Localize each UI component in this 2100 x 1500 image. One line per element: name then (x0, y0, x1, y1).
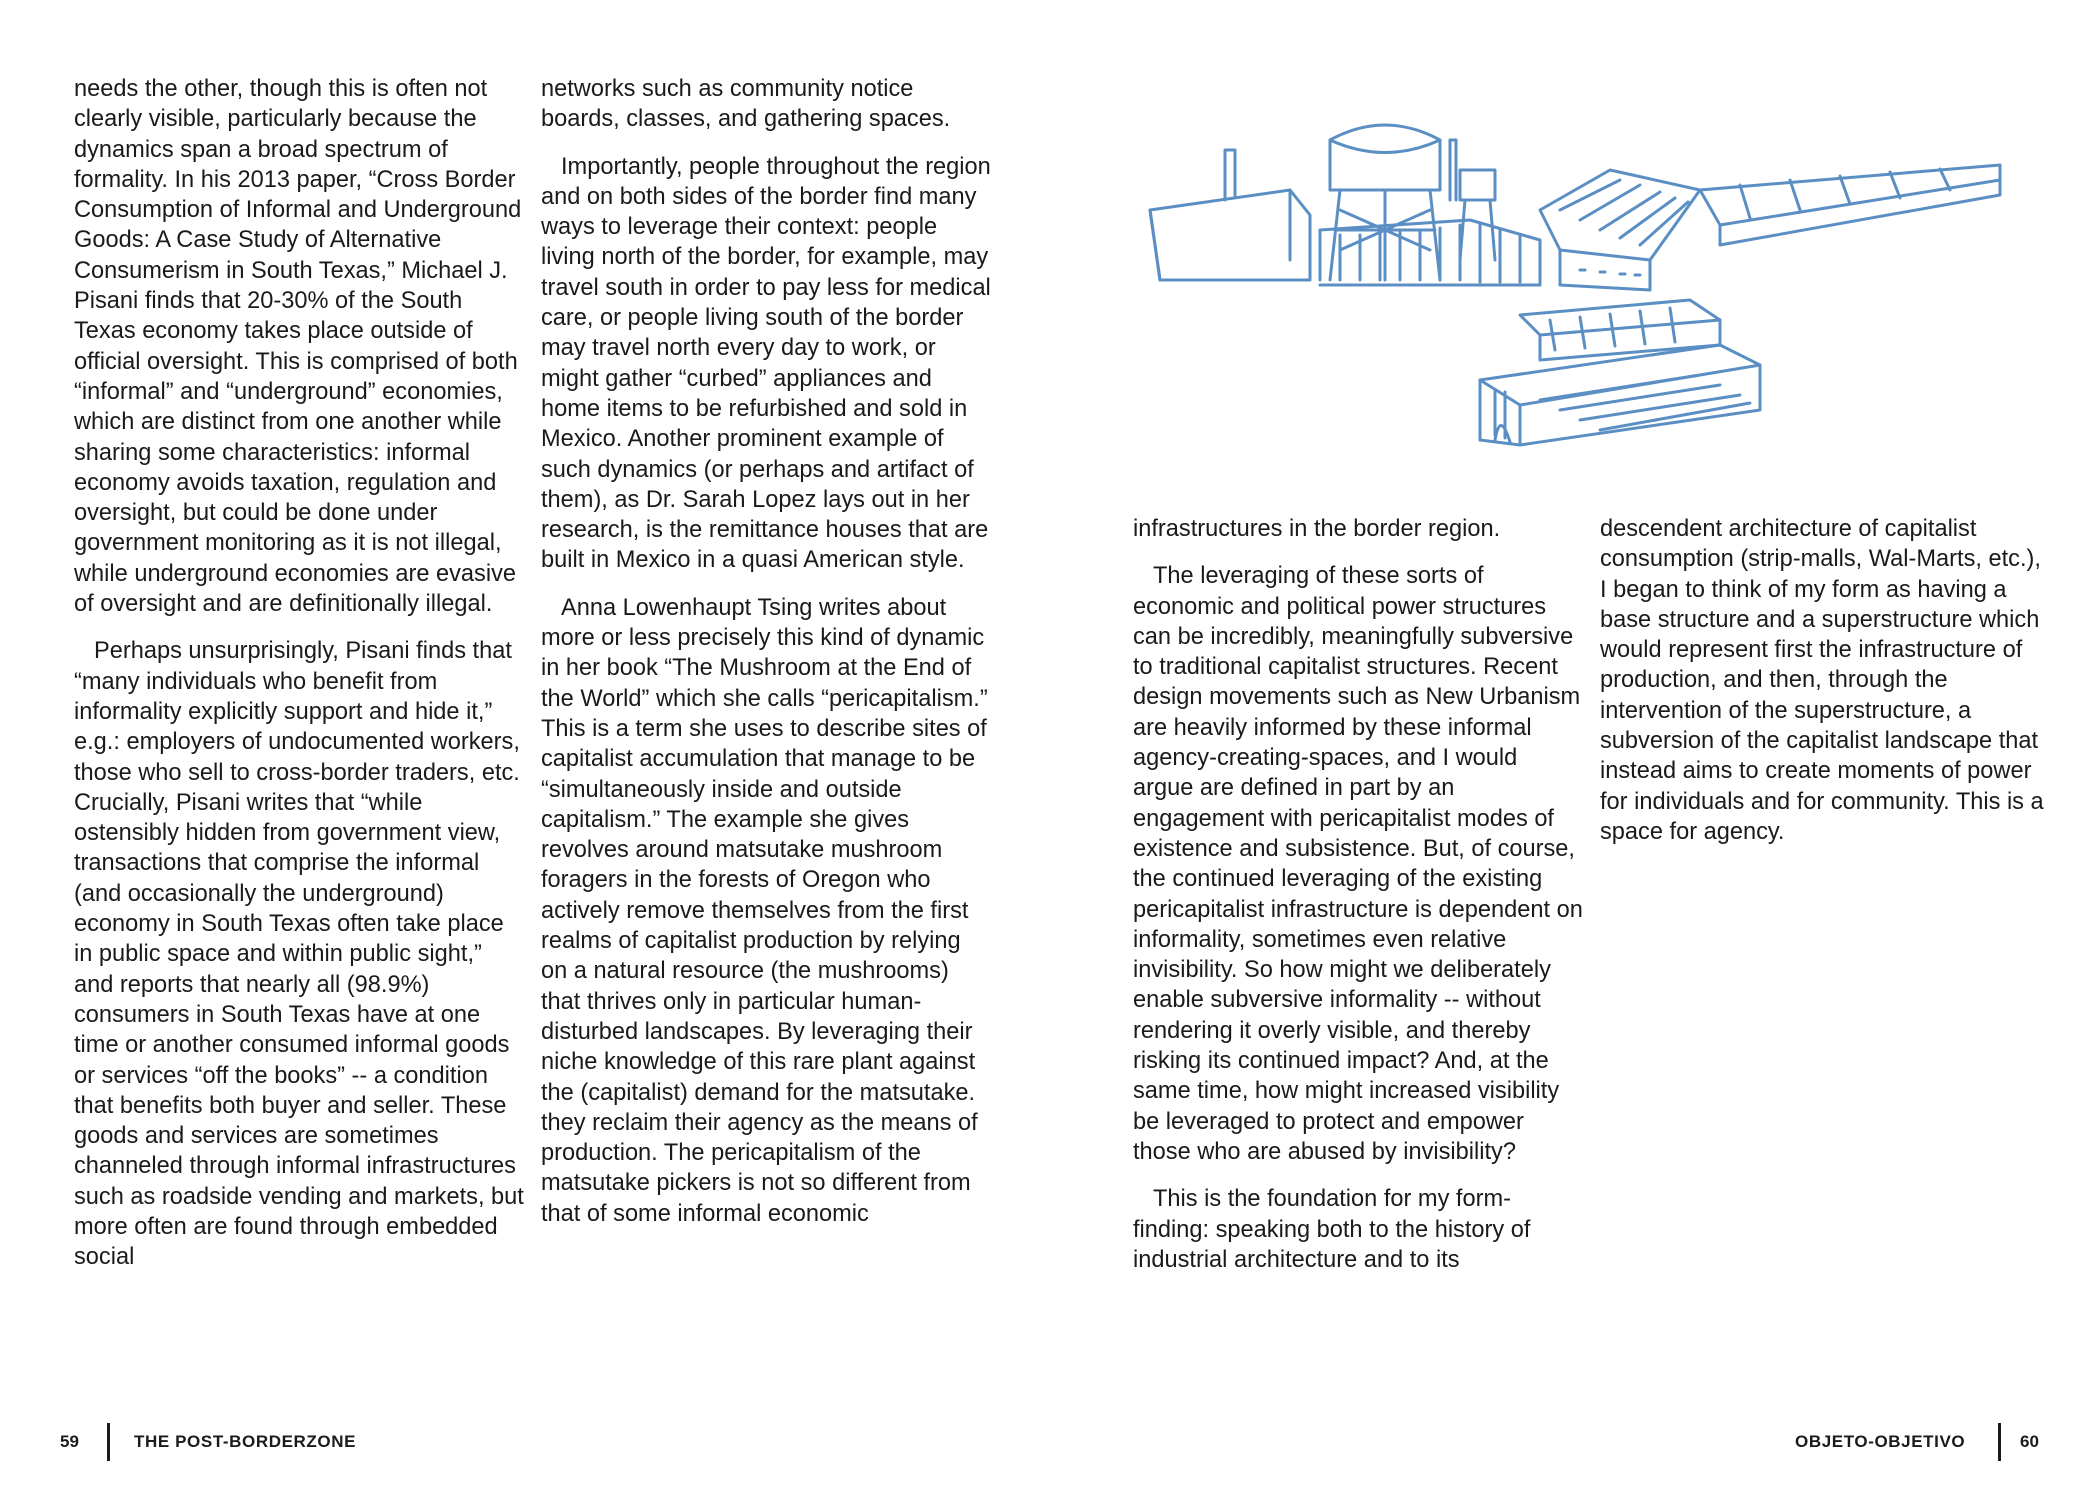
paragraph: This is the foundation for my form-finding: speaking both to the history of industrial architecture and to its (1133, 1186, 1531, 1273)
paragraph: Perhaps unsurprisingly, Pisani finds that “many individuals who benefit from informality explicitly support and hide it,” e.g.: employers of undocumented workers, those who sell to cross-border traders, etc. Crucially, Pisani writes that “while ostensibly hidden from government view, transactions that comprise the informal (and occasionally the underground) economy in South Texas often take place in public space and within public sight,” and reports that nearly all (98.9%) consumers in South Texas have at one time or another consumed informal goods or services “off the books” -- a condition that benefits both buyer and seller. These goods and services are sometimes channeled through informal infrastructures such as roadside vending and markets, but more often are found through embedded social (74, 638, 524, 1271)
right-page-column-2 (1600, 514, 2050, 864)
right-page-column-1 (1133, 514, 1583, 1292)
paragraph: descendent architecture of capitalist consumption (strip-malls, Wal-Marts, etc.), I began to think of my form as having a base structure and a superstructure which would represent first the infrastructure of production, and then, through the intervention of the superstructure, a subversion of the capitalist landscape that instead aims to create moments of power for individuals and for community. This is a space for agency. (1600, 516, 2044, 845)
industrial-complex-sketch (1140, 110, 2010, 460)
page-number-right: 60 (2020, 1432, 2039, 1451)
left-page-column-1 (74, 74, 524, 1290)
paragraph: networks such as community notice boards, classes, and gathering spaces. (541, 76, 951, 133)
footer-divider (107, 1423, 110, 1461)
footer-divider (1998, 1423, 2001, 1461)
running-title-right: OBJETO-OBJETIVO (1795, 1432, 1966, 1451)
paragraph: needs the other, though this is often not clearly visible, particularly because the dynamics span a broad spectrum of formality. In his 2013 paper, “Cross Border Consumption of Informal and Underground Goods: A Case Study of Alternative Consumerism in South Texas,” Michael J. Pisani finds that 20-30% of the South Texas economy takes place outside of official oversight. This is comprised of both “informal” and “underground” economies, which are distinct from one another while sharing some characteristics: informal economy avoids taxation, regulation and oversight, but could be done under government monitoring as it is not illegal, while underground economies are evasive of oversight and are definitionally illegal. (74, 76, 522, 618)
paragraph: infrastructures in the border region. (1133, 516, 1501, 542)
paragraph: Anna Lowenhaupt Tsing writes about more or less precisely this kind of dynamic in her book “The Mushroom at the End of the World” which she calls “pericapitalism.” This is a term she uses to describe sites of capitalist accumulation that manage to be “simultaneously inside and outside capitalism.” The example she gives revolves around matsutake mushroom foragers in the forests of Oregon who actively remove themselves from the first realms of capitalist production by relying on a natural resource (the mushrooms) that thrives only in particular human-disturbed landscapes. By leveraging their niche knowledge of this rare plant against the (capitalist) demand for the matsutake. they reclaim their agency as the means of production. The pericapitalism of the matsutake pickers is not so different from that of some informal economic (541, 594, 988, 1227)
paragraph: Importantly, people throughout the region and on both sides of the border find many ways to leverage their context: people living north of the border, for example, may travel south in order to pay less for medical care, or people living south of the border may travel north every day to work, or might gather “curbed” appliances and home items to be refurbished and sold in Mexico. Another prominent example of such dynamics (or perhaps and artifact of them), as Dr. Sarah Lopez lays out in her research, is the remittance houses that are built in Mexico in a quasi American style. (541, 153, 991, 574)
paragraph: The leveraging of these sorts of economic and political power structures can be incredibly, meaningfully subversive to traditional capitalist structures. Recent design movements such as New Urbanism are heavily informed by these informal agency-creating-spaces, and I would argue are defined in part by an engagement with pericapitalist modes of existence and subsistence. But, of course, the continued leveraging of the existing pericapitalist infrastructure is dependent on informality, sometimes even relative invisibility. So how might we deliberately enable subversive informality -- without rendering it overly visible, and thereby risking its continued impact? And, at the same time, how might increased visibility be leveraged to protect and empower those who are abused by invisibility? (1133, 563, 1583, 1165)
left-page-column-2 (541, 74, 991, 1246)
running-title-left: THE POST-BORDERZONE (134, 1432, 357, 1451)
page-number-left: 59 (60, 1432, 79, 1451)
